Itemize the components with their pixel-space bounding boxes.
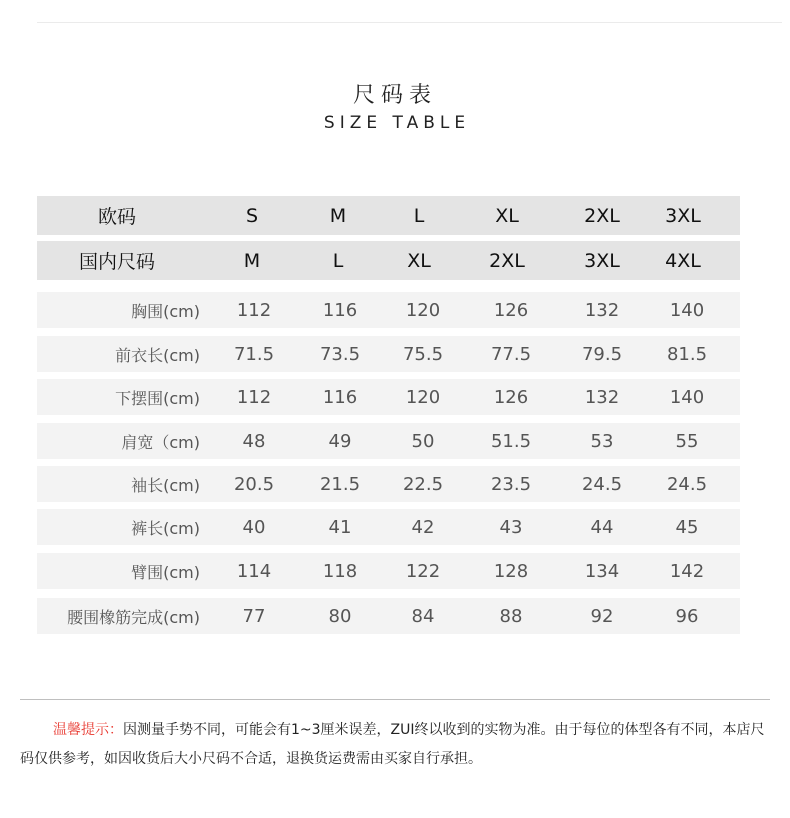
measurement-value: 126 — [493, 386, 529, 408]
size-cell: 2XL — [584, 204, 620, 227]
measurement-value: 126 — [493, 299, 529, 321]
bottom-divider — [20, 699, 770, 700]
table-row — [37, 509, 740, 545]
measurement-value: 20.5 — [233, 473, 275, 495]
notice-text — [20, 716, 772, 774]
header-row — [37, 241, 740, 280]
size-cell: 3XL — [665, 204, 701, 227]
measurement-label: 裤长(cm) — [131, 518, 200, 538]
measurement-value: 40 — [242, 516, 266, 538]
notice-body: 因测量手势不同，可能会有1~3厘米误差，ZUI终以收到的实物为准。由于每位的体型各有不同，本店尺码仅供参考，如因收货后大小尺码不合适，退换货运费需由买家自行承担。 — [20, 722, 765, 767]
measurement-value: 88 — [499, 605, 523, 627]
measurement-value: 43 — [499, 516, 523, 538]
measurement-value: 120 — [405, 299, 441, 321]
measurement-value: 128 — [493, 560, 529, 582]
measurement-value: 122 — [405, 560, 441, 582]
measurement-value: 45 — [675, 516, 699, 538]
measurement-value: 140 — [669, 386, 705, 408]
measurement-value: 116 — [322, 299, 358, 321]
measurement-label: 肩宽（cm) — [121, 432, 200, 452]
measurement-value: 77 — [242, 605, 266, 627]
measurement-value: 120 — [405, 386, 441, 408]
page-title: 尺码表 — [352, 83, 437, 108]
header-row-label: 国内尺码 — [78, 251, 155, 273]
measurement-value: 80 — [328, 605, 352, 627]
measurement-label: 腰围橡筋完成(cm) — [67, 607, 200, 627]
measurement-value: 77.5 — [490, 343, 532, 365]
measurement-label: 袖长(cm) — [131, 475, 200, 495]
size-cell: XL — [495, 204, 519, 227]
size-cell: 4XL — [665, 249, 701, 272]
measurement-value: 112 — [236, 386, 272, 408]
table-row — [37, 379, 740, 415]
measurement-value: 116 — [322, 386, 358, 408]
measurement-value: 132 — [584, 386, 620, 408]
table-row — [37, 292, 740, 328]
measurement-value: 112 — [236, 299, 272, 321]
measurement-value: 79.5 — [581, 343, 623, 365]
size-cell: L — [332, 249, 344, 272]
measurement-value: 49 — [328, 430, 352, 452]
measurement-value: 92 — [590, 605, 614, 627]
measurement-value: 81.5 — [666, 343, 708, 365]
measurement-value: 118 — [322, 560, 358, 582]
measurement-value: 134 — [584, 560, 620, 582]
measurement-value: 71.5 — [233, 343, 275, 365]
measurement-value: 73.5 — [319, 343, 361, 365]
page-subtitle: SIZE TABLE — [323, 113, 471, 133]
measurement-label: 胸围(cm) — [131, 301, 200, 321]
measurement-value: 24.5 — [581, 473, 623, 495]
measurement-value: 132 — [584, 299, 620, 321]
size-cell: L — [413, 204, 425, 227]
measurement-value: 44 — [590, 516, 614, 538]
measurement-value: 55 — [675, 430, 699, 452]
header-row — [37, 196, 740, 235]
size-cell: M — [243, 249, 261, 272]
table-row — [37, 553, 740, 589]
measurement-label: 前衣长(cm) — [115, 345, 200, 365]
size-cell: S — [245, 204, 259, 227]
size-cell: 3XL — [584, 249, 620, 272]
measurement-value: 42 — [411, 516, 435, 538]
measurement-value: 142 — [669, 560, 705, 582]
notice-hint: 温馨提示： — [53, 722, 123, 738]
top-divider — [37, 22, 782, 23]
measurement-value: 114 — [236, 560, 272, 582]
measurement-value: 50 — [411, 430, 435, 452]
measurement-value: 96 — [675, 605, 699, 627]
size-cell: XL — [407, 249, 431, 272]
measurement-label: 下摆围(cm) — [115, 388, 200, 408]
size-cell: M — [329, 204, 347, 227]
measurement-value: 84 — [411, 605, 435, 627]
header-row-label: 欧码 — [97, 206, 136, 228]
size-cell: 2XL — [489, 249, 525, 272]
measurement-value: 75.5 — [402, 343, 444, 365]
measurement-value: 22.5 — [402, 473, 444, 495]
measurement-value: 21.5 — [319, 473, 361, 495]
table-row — [37, 598, 740, 634]
measurement-value: 48 — [242, 430, 266, 452]
table-row — [37, 423, 740, 459]
measurement-label: 臂围(cm) — [131, 562, 200, 582]
measurement-value: 53 — [590, 430, 614, 452]
table-row — [37, 336, 740, 372]
measurement-value: 51.5 — [490, 430, 532, 452]
measurement-value: 24.5 — [666, 473, 708, 495]
table-row — [37, 466, 740, 502]
measurement-value: 140 — [669, 299, 705, 321]
measurement-value: 23.5 — [490, 473, 532, 495]
measurement-value: 41 — [328, 516, 352, 538]
